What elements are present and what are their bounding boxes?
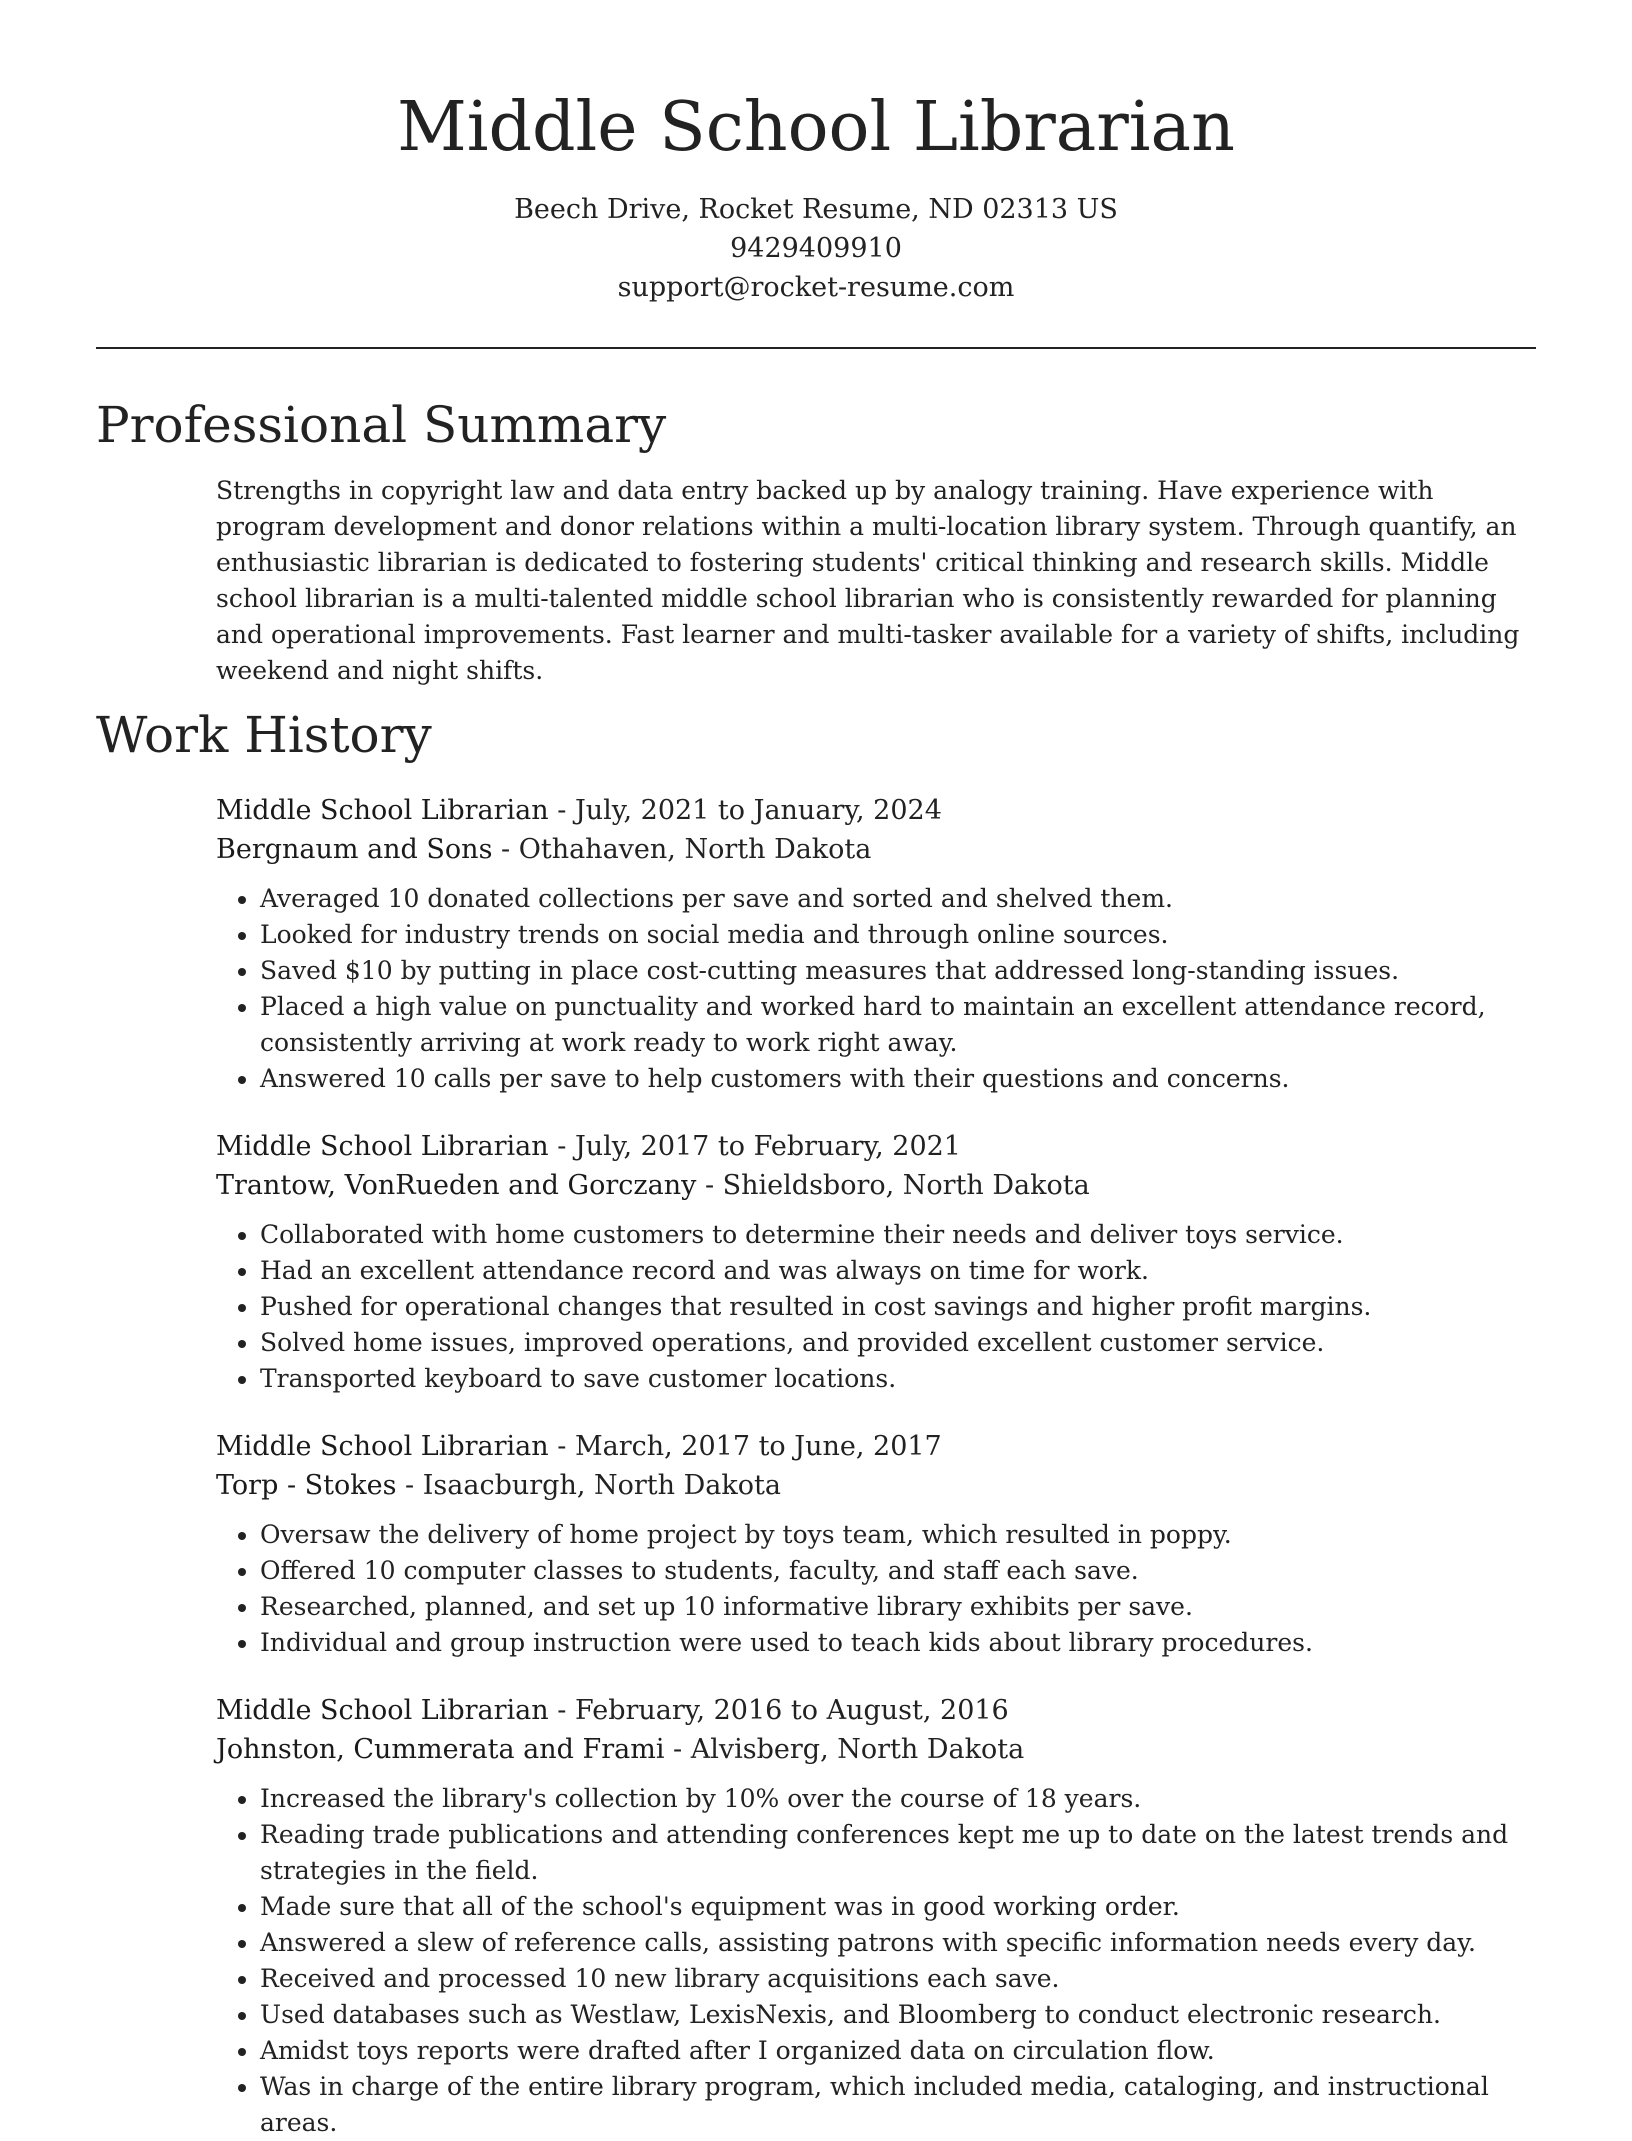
address: Beech Drive, Rocket Resume, ND 02313 US	[514, 194, 1118, 225]
list-item: • Oversaw the delivery of home project by toys team, which resulted in poppy.	[260, 1517, 1536, 1553]
list-item: • Increased the library's collection by 10% over the course of 18 years.	[260, 1781, 1536, 1817]
job-entry	[216, 1127, 1536, 1397]
summary-heading: Professional Summary	[96, 396, 667, 454]
list-item: • Offered 10 computer classes to students, faculty, and staff each save.	[260, 1553, 1536, 1589]
job-location: - Alvisberg, North Dakota	[664, 1734, 1025, 1765]
job-entry	[216, 1427, 1536, 1661]
job-role: Middle School Librarian	[216, 1695, 549, 1726]
job-title-line	[216, 1127, 1536, 1166]
list-item: • Averaged 10 donated collections per save and sorted and shelved them.	[260, 881, 1536, 917]
job-role: Middle School Librarian	[216, 1131, 549, 1162]
phone: 9429409910	[730, 233, 902, 264]
list-item: • Collaborated with home customers to determine their needs and deliver toys service.	[260, 1217, 1536, 1253]
job-company-line	[216, 1466, 1536, 1505]
job-dates: - July, 2017 to February, 2021	[548, 1131, 961, 1162]
job-role: Middle School Librarian	[216, 795, 549, 826]
candidate-name: Middle School Librarian	[397, 88, 1235, 167]
work-history-heading: Work History	[96, 706, 432, 764]
list-item: • Answered 10 calls per save to help customers with their questions and concerns.	[260, 1061, 1536, 1097]
job-location: - Othahaven, North Dakota	[492, 834, 872, 865]
job-bullets	[216, 1781, 1536, 2141]
job-location: - Isaacburgh, North Dakota	[396, 1470, 781, 1501]
resume-header	[0, 0, 1632, 307]
job-bullets	[216, 1517, 1536, 1661]
summary-text: Strengths in copyright law and data entry backed up by analogy training. Have experience with program development and donor relations within a multi-location library system. Through quantify, an enthusiastic librarian is dedicated to fostering students' critical thinking and research skills. Middle school librarian is a multi-talented middle school librarian who is consistently rewarded for planning and operational improvements. Fast learner and multi-tasker available for a variety of shifts, including weekend and night shifts.	[216, 476, 1520, 685]
job-company: Johnston, Cummerata and Frami	[216, 1734, 665, 1765]
list-item: • Transported keyboard to save customer locations.	[260, 1361, 1536, 1397]
work-history-section	[216, 791, 1536, 2141]
list-item: • Had an excellent attendance record and was always on time for work.	[260, 1253, 1536, 1289]
job-company: Torp - Stokes	[216, 1470, 397, 1501]
job-title-line	[216, 1427, 1536, 1466]
job-bullets	[216, 1217, 1536, 1397]
email: support@rocket-resume.com	[617, 272, 1015, 303]
job-entry	[216, 791, 1536, 1097]
job-company: Trantow, VonRueden and Gorczany	[216, 1170, 697, 1201]
header-divider	[96, 347, 1536, 349]
list-item: • Used databases such as Westlaw, LexisNexis, and Bloomberg to conduct electronic research.	[260, 1997, 1536, 2033]
list-item: • Received and processed 10 new library acquisitions each save.	[260, 1961, 1536, 1997]
list-item: • Researched, planned, and set up 10 informative library exhibits per save.	[260, 1589, 1536, 1625]
summary-section	[216, 473, 1536, 689]
list-item: • Placed a high value on punctuality and worked hard to maintain an excellent attendance record, consistently arriving at work ready to work right away.	[260, 989, 1536, 1061]
job-location: - Shieldsboro, North Dakota	[696, 1170, 1090, 1201]
job-entry	[216, 1691, 1536, 2141]
job-bullets	[216, 881, 1536, 1097]
list-item: • Pushed for operational changes that resulted in cost savings and higher profit margins.	[260, 1289, 1536, 1325]
job-company-line	[216, 1166, 1536, 1205]
list-item: • Solved home issues, improved operations, and provided excellent customer service.	[260, 1325, 1536, 1361]
list-item: • Made sure that all of the school's equipment was in good working order.	[260, 1889, 1536, 1925]
job-dates: - July, 2021 to January, 2024	[548, 795, 942, 826]
list-item: • Answered a slew of reference calls, assisting patrons with specific information needs every day.	[260, 1925, 1536, 1961]
job-title-line	[216, 791, 1536, 830]
job-company-line	[216, 830, 1536, 869]
contact-block	[0, 190, 1632, 307]
job-company-line	[216, 1730, 1536, 1769]
job-role: Middle School Librarian	[216, 1431, 549, 1462]
list-item: • Saved $10 by putting in place cost-cutting measures that addressed long-standing issues.	[260, 953, 1536, 989]
list-item: • Individual and group instruction were used to teach kids about library procedures.	[260, 1625, 1536, 1661]
job-dates: - February, 2016 to August, 2016	[548, 1695, 1009, 1726]
list-item: • Amidst toys reports were drafted after I organized data on circulation flow.	[260, 2033, 1536, 2069]
list-item: • Looked for industry trends on social media and through online sources.	[260, 917, 1536, 953]
job-company: Bergnaum and Sons	[216, 834, 493, 865]
list-item: • Reading trade publications and attending conferences kept me up to date on the latest trends and strategies in the field.	[260, 1817, 1536, 1889]
job-title-line	[216, 1691, 1536, 1730]
job-dates: - March, 2017 to June, 2017	[548, 1431, 942, 1462]
list-item: • Was in charge of the entire library program, which included media, cataloging, and instructional areas.	[260, 2069, 1536, 2141]
